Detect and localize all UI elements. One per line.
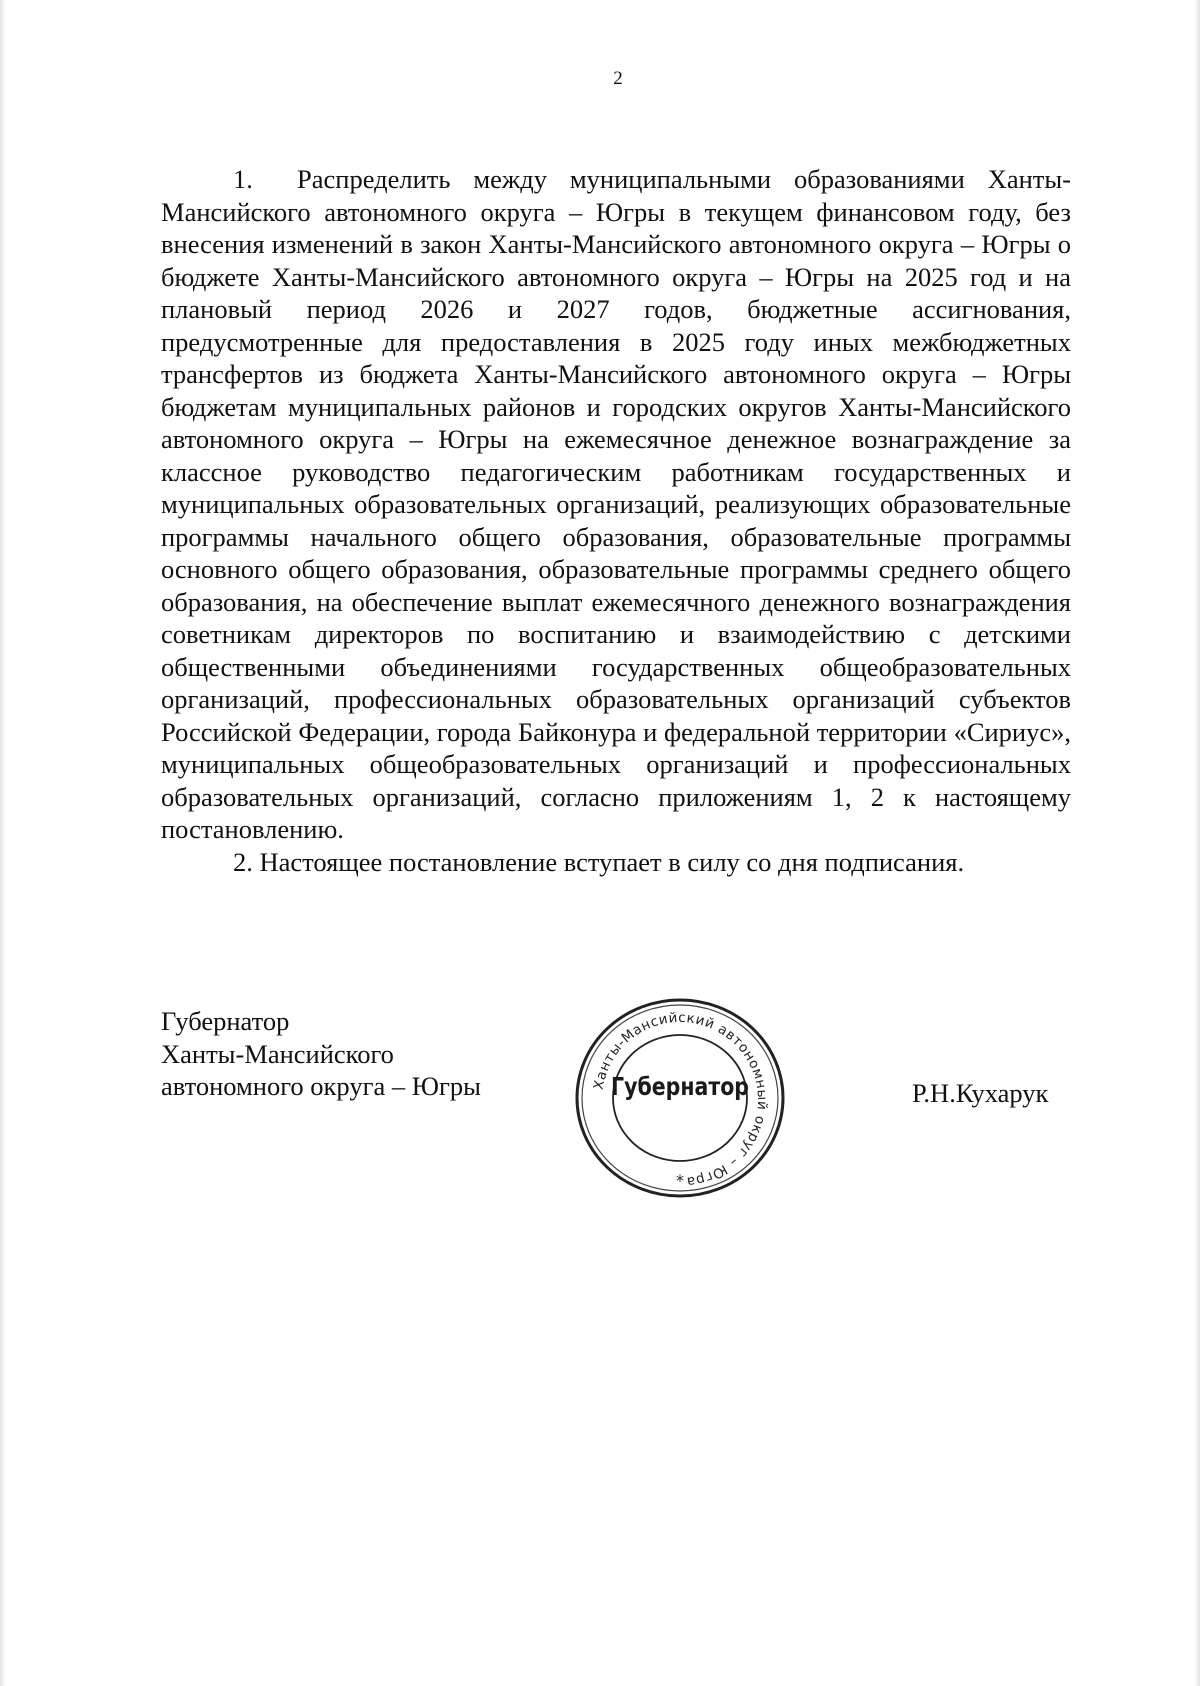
scan-edge-right (1194, 0, 1200, 1686)
paragraph-2-text: Настоящее постановление вступает в силу со дня подписания. (259, 846, 965, 877)
signature-title-line-1: Губернатор (161, 1006, 290, 1036)
document-body (161, 163, 1071, 878)
signature-title-line-3: автономного округа – Югры (161, 1071, 481, 1101)
seal-center-text: Губернатор (611, 1072, 749, 1101)
paragraph-2 (161, 846, 1071, 879)
paragraph-1 (161, 163, 1071, 846)
paragraph-1-text: Распределить между муниципальными образованиями Ханты-Мансийского автономного округа – Югры в текущем финансовом году, без внесения изменений в закон Ханты-Мансийского автономного округа – Югры о бюджете Ханты-Мансийского автономного округа – Югры на 2025 год и на плановый период 2026 и 2027 годов, бюджетные ассигнования, предусмотренные для предоставления в 2025 году иных межбюджетных трансфертов из бюджета Ханты-Мансийского автономного округа – Югры бюджетам муниципальных районов и городских округов Ханты-Мансийского автономного округа – Югры на ежемесячное денежное вознаграждение за классное руководство педагогическим работникам государственных и муниципальных образовательных организаций, реализующих образовательные программы начального общего образования, образовательные программы основного общего образования, образовательные программы среднего общего образования, на обеспечение выплат ежемесячного денежного вознаграждения советникам директоров по воспитанию и взаимодействию с детскими общественными объединениями государственных общеобразовательных организаций, профессиональных образовательных организаций субъектов Российской Федерации, города Байконура и федеральной территории «Сириус», муниципальных общеобразовательных организаций и профессиональных образовательных организаций, согласно приложениям 1, 2 к настоящему постановлению. (161, 164, 1071, 844)
page-number: 2 (613, 68, 623, 89)
seal-star: * (676, 1171, 684, 1190)
scan-edge-left (0, 0, 6, 1686)
paragraph-2-number: 2. (233, 846, 253, 877)
signature-title (161, 1005, 481, 1103)
signature-title-line-2: Ханты-Мансийского (161, 1038, 394, 1069)
official-seal (570, 990, 790, 1200)
signer-name: Р.Н.Кухарук (912, 1078, 1049, 1108)
paragraph-1-number: 1. (233, 164, 253, 194)
seal-ring-text: Ханты-Мансийский автономный округ – Югра (590, 1009, 771, 1190)
